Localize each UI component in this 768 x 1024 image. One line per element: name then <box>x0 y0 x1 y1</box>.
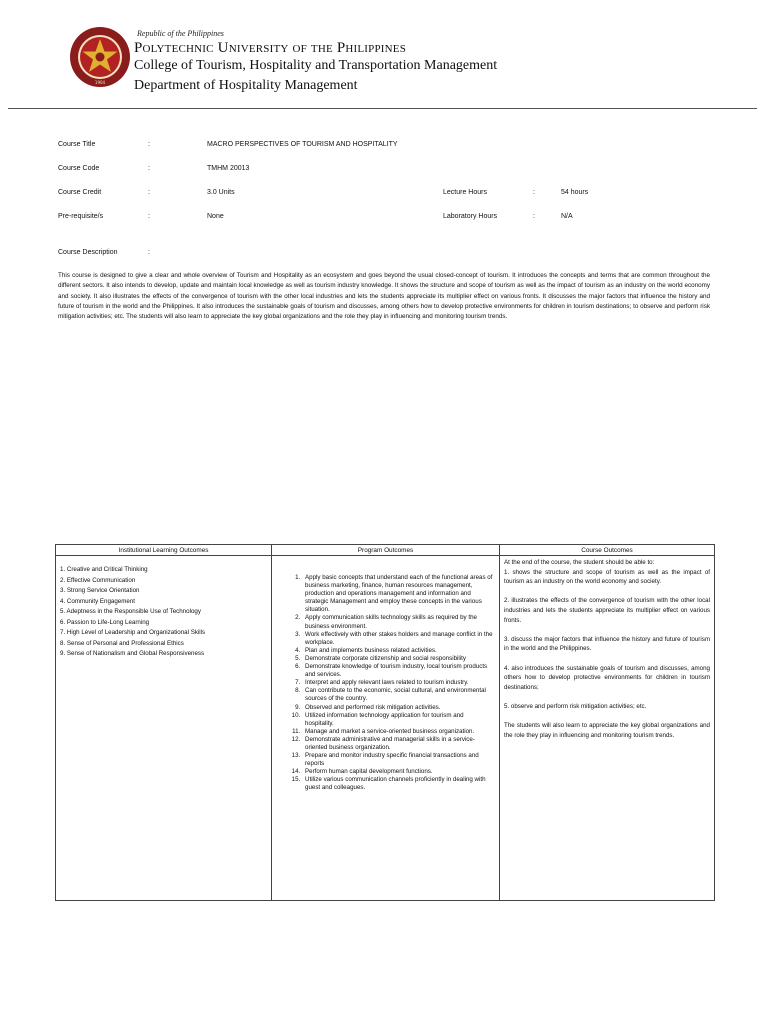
list-item: 15. Utilize various communication channels proficiently in dealing with guest and colleagues. <box>302 776 493 792</box>
list-item: 1. Apply basic concepts that understand each of the functional areas of business marketing, finance, human resources management, production and operations management and information and strategic Management and employ these concepts in the various situation. <box>302 574 493 614</box>
list-item: 13. Prepare and monitor industry specific financial transactions and reports <box>302 752 493 768</box>
list-item: 8. Can contribute to the economic, social cultural, and environmental sources of the country. <box>302 687 493 703</box>
list-item: 8. Sense of Personal and Professional Ethics <box>60 639 184 647</box>
course-title-label: Course Title <box>58 141 96 148</box>
course-code-label: Course Code <box>58 165 100 172</box>
course-outcome-item: 4. also introduces the sustainable goals of tourism and discusses, among others how to develop protective environments for children in tourism destinations; <box>504 664 710 691</box>
list-item: 4. Community Engagement <box>60 597 135 605</box>
list-item: 2. Apply communication skills technology skills as required by the business environment. <box>302 614 493 630</box>
list-item: 6. Passion to Life-Long Learning <box>60 618 150 626</box>
course-outcome-item: 5. observe and perform risk mitigation activities; etc. <box>504 702 647 710</box>
laboratory-hours-label: Laboratory Hours <box>443 213 498 220</box>
colon: : <box>148 141 150 148</box>
university-seal-logo <box>69 26 131 88</box>
colon: : <box>533 189 535 196</box>
course-outcome-item: The students will also learn to appreciate the key global organizations and the role they play in influencing and monitoring tourism trends. <box>504 722 710 739</box>
colon: : <box>148 249 150 256</box>
course-title-value: MACRO PERSPECTIVES OF TOURISM AND HOSPITALITY <box>207 141 398 148</box>
list-item: 3. Strong Service Orientation <box>60 587 140 594</box>
lecture-hours-value: 54 hours <box>561 189 589 196</box>
ilo-header: Institutional Learning Outcomes <box>56 545 272 556</box>
lecture-hours-label: Lecture Hours <box>443 189 487 196</box>
course-outcomes-cell <box>500 556 715 901</box>
course-outcome-item: 2. illustrates the effects of the convergence of tourism with the other local industries and lets the students appreciate its multiplier effect on various fronts. <box>504 597 710 624</box>
program-outcomes-cell <box>272 556 500 901</box>
list-item: 12. Demonstrate administrative and managerial skills in a service-oriented business organization. <box>302 736 493 752</box>
program-outcomes-header: Program Outcomes <box>272 545 500 556</box>
list-item: 9. Sense of Nationalism and Global Responsiveness <box>60 650 205 657</box>
program-outcomes-list <box>272 556 499 793</box>
table-row <box>56 556 715 901</box>
course-outcome-item: 3. discuss the major factors that influence the history and future of tourism in the world and the Philippines. <box>504 635 710 653</box>
table-header-row <box>56 545 715 556</box>
course-credit-value: 3.0 Units <box>207 189 235 196</box>
republic-label: Republic of the Philippines <box>137 29 224 38</box>
list-item: 5. Demonstrate corporate citizenship and social responsibility <box>302 655 493 663</box>
list-item: 3. Work effectively with other stakes holders and manage conflict in the workplace. <box>302 631 493 647</box>
college-name: College of Tourism, Hospitality and Transportation Management <box>134 58 498 73</box>
outcomes-table <box>55 544 715 901</box>
list-item: 2. Effective Communication <box>60 576 136 584</box>
course-credit-label: Course Credit <box>58 189 102 196</box>
seal-year: 1904 <box>94 80 106 85</box>
course-code-value: TMHM 20013 <box>207 165 250 172</box>
list-item: 9. Observed and performed risk mitigation activities. <box>302 704 493 712</box>
course-description-label: Course Description <box>58 249 118 256</box>
list-item: 7. Interpret and apply relevant laws related to tourism industry. <box>302 679 493 687</box>
list-item: 11. Manage and market a service-oriented business organization. <box>302 728 493 736</box>
list-item: 14. Perform human capital development functions. <box>302 768 493 776</box>
course-description-text: This course is designed to give a clear and whole overview of Tourism and Hospitality as an ecosystem and goes beyond the usual closed-concept of tourism. It introduces the concepts and terms that are common throughout the different sectors. It also intends to develop, update and maintain local knowledge as well as tourism industry knowledge. It shows the structure and scope of tourism as well as the impact of tourism as an industry on the world economy and society. It also illustrates the effects of the convergence of tourism with the other local industries and lets the students appreciate its multiplier effect on various fronts. It discusses the major factors that influence the history and future of tourism in the world and the Philippines. It also introduces the sustainable goals of tourism and discusses, among others how to develop protective environments for children in tourism destinations; to observe and perform risk mitigation activities; etc. The students will also learn to appreciate the key global organizations and the role they play in influencing and monitoring tourism trends. <box>58 272 710 321</box>
list-item: 6. Demonstrate knowledge of tourism industry, local tourism products and services. <box>302 663 493 679</box>
ilo-cell <box>56 556 272 901</box>
university-name: Polytechnic University of the Philippines <box>134 40 407 56</box>
list-item: 7. High Level of Leadership and Organizational Skills <box>60 629 206 636</box>
colon: : <box>148 189 150 196</box>
prerequisite-value: None <box>207 213 224 220</box>
department-name: Department of Hospitality Management <box>134 78 358 93</box>
course-outcomes-intro: At the end of the course, the student should be able to: <box>504 559 655 566</box>
list-item: 5. Adeptness in the Responsible Use of Technology <box>60 608 201 615</box>
prerequisite-label: Pre-requisite/s <box>58 213 104 220</box>
header-divider <box>8 108 757 109</box>
course-outcome-item: 1. shows the structure and scope of tourism as well as the impact of tourism as an industry on the world economy and society. <box>504 568 710 586</box>
list-item: 4. Plan and implements business related activities. <box>302 647 493 655</box>
colon: : <box>148 213 150 220</box>
list-item: 1. Creative and Critical Thinking <box>60 566 148 573</box>
ilo-list <box>56 556 271 660</box>
laboratory-hours-value: N/A <box>561 213 573 220</box>
colon: : <box>148 165 150 172</box>
course-outcomes-header: Course Outcomes <box>500 545 715 556</box>
colon: : <box>533 213 535 220</box>
list-item: 10. Utilized information technology application for tourism and hospitality. <box>302 712 493 728</box>
